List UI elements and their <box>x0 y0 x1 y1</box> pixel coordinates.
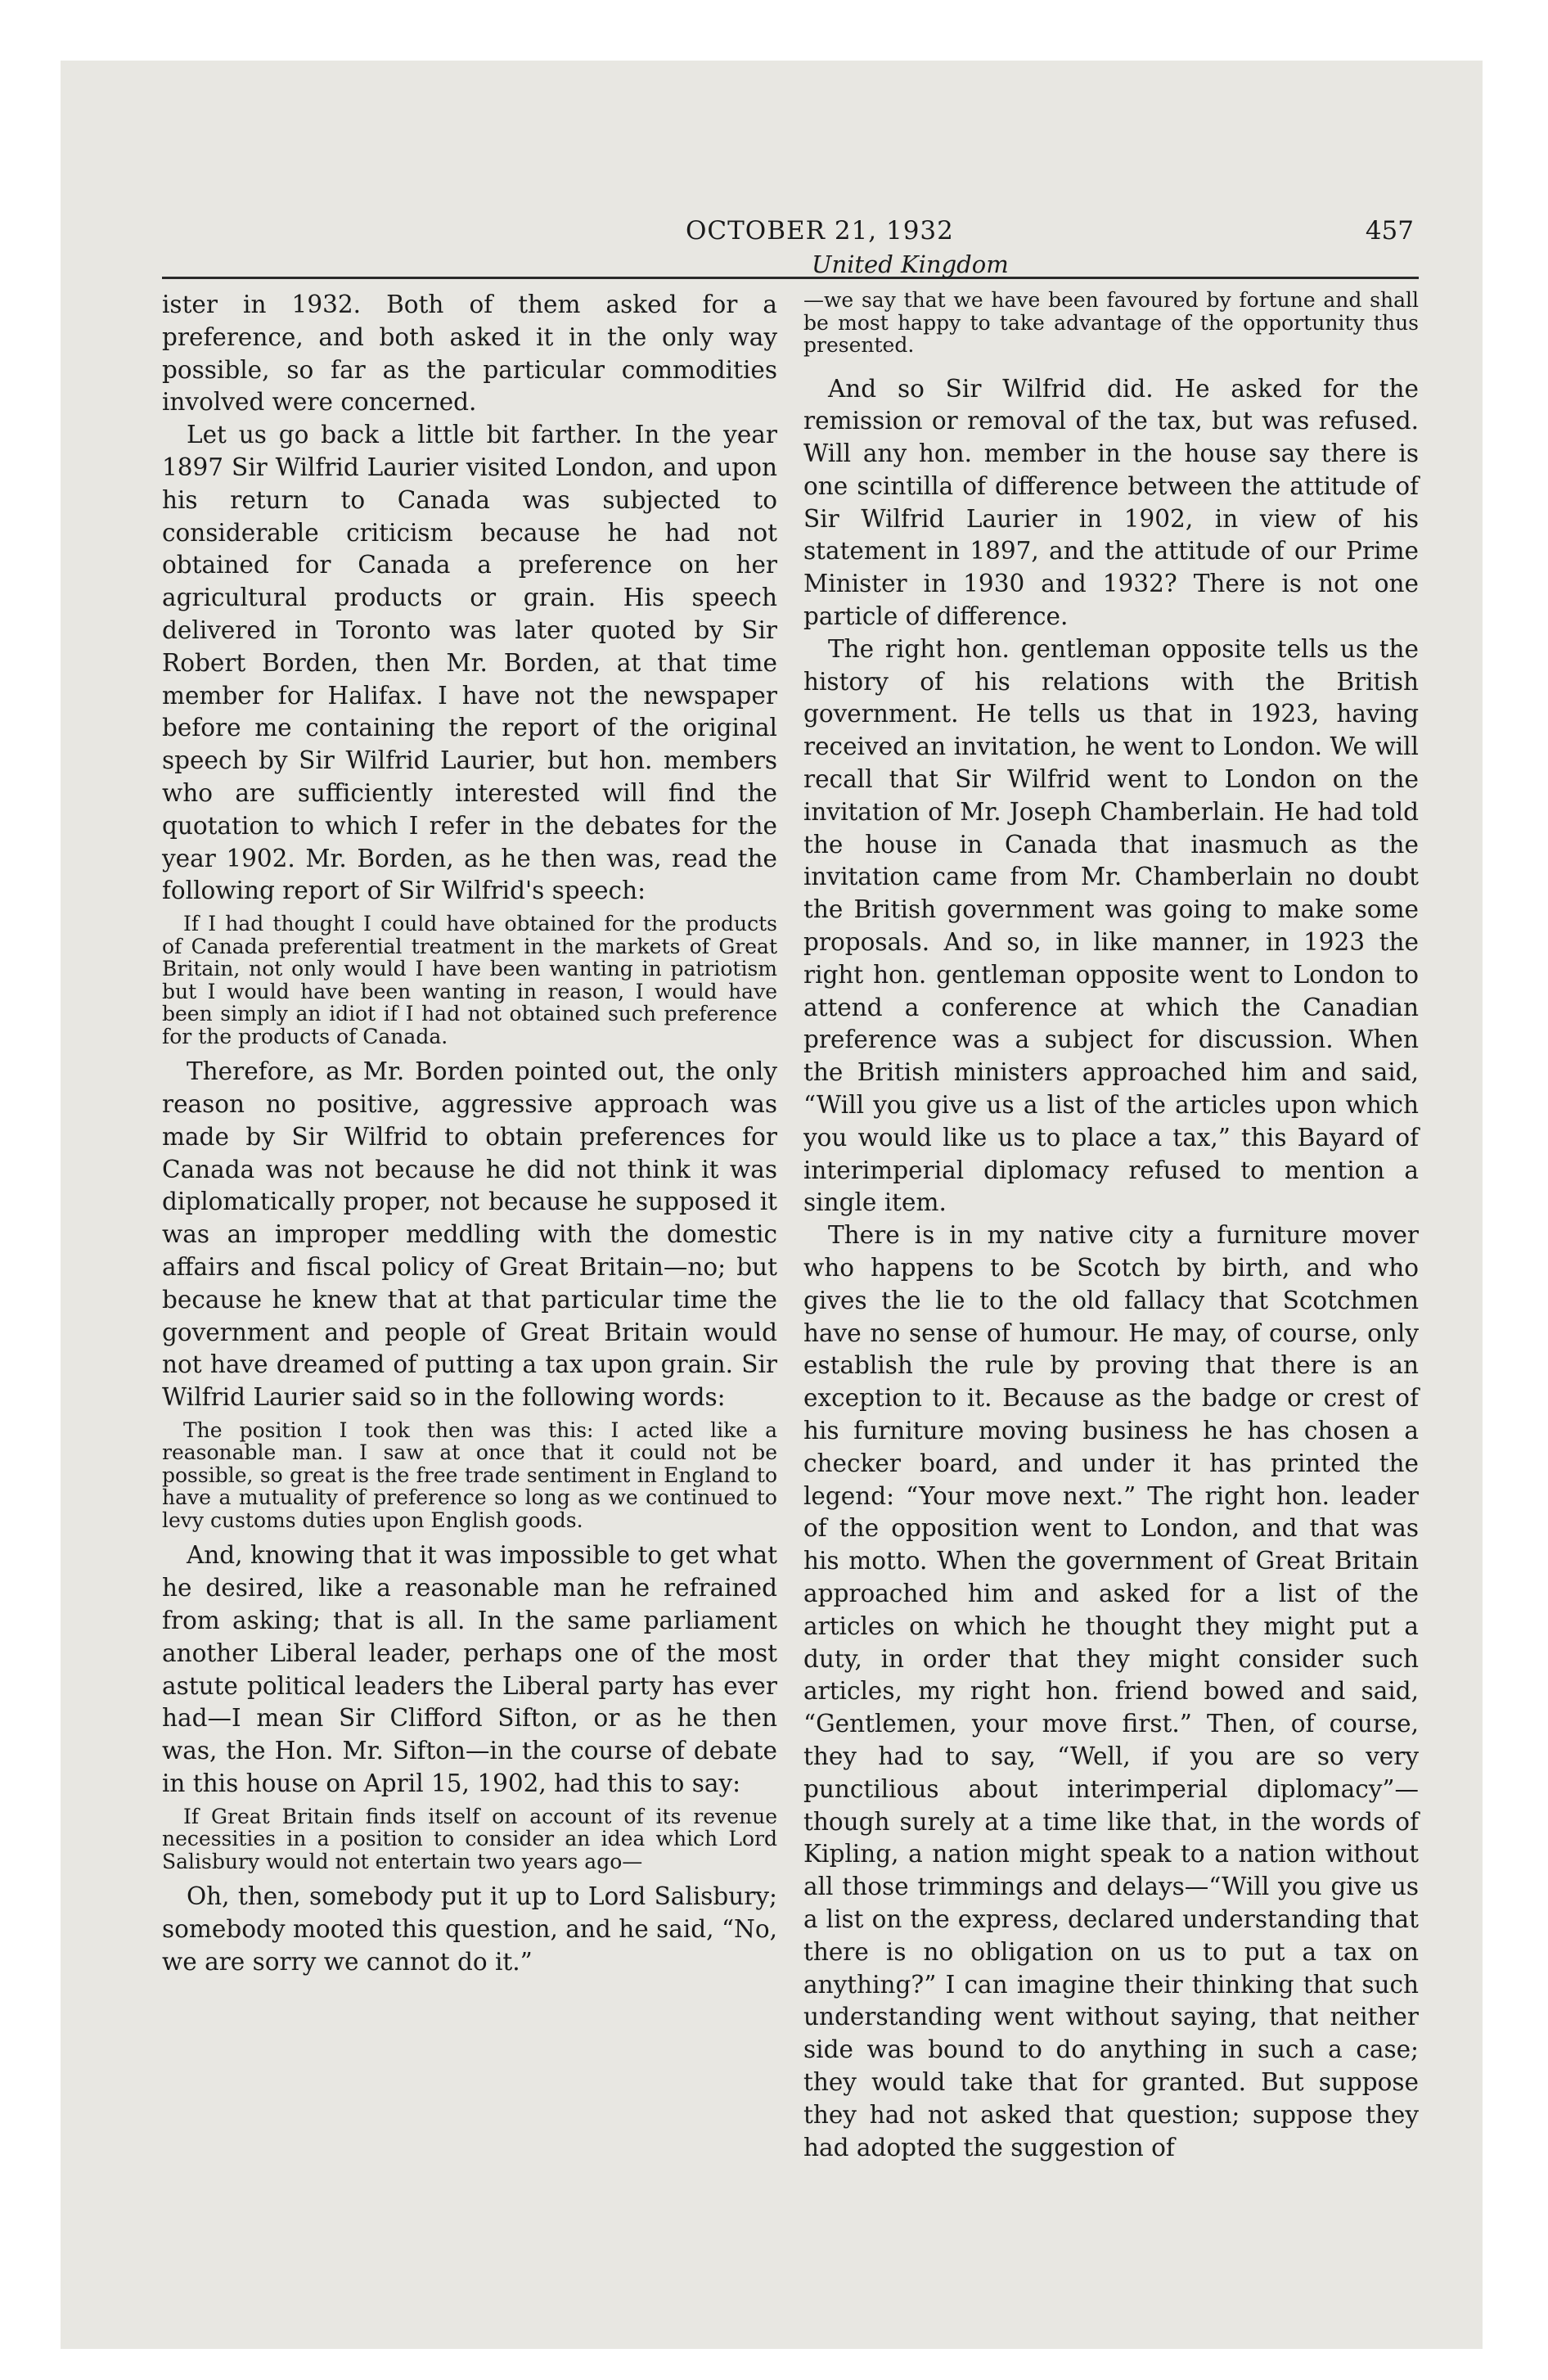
header-country: United Kingdom <box>812 250 1009 278</box>
paragraph: Let us go back a little bit farther. In the year 1897 Sir Wilfrid Laurier visited London, and upon his return to Canada was subjected to considerable criticism because he had not obtained for Canada a preference on her agricultural products or grain. His speech delivered in Toronto was later quoted by Sir Robert Borden, then Mr. Borden, at that time member for Halifax. I have not the newspaper before me containing the report of the original speech by Sir Wilfrid Laurier, but hon. members who are sufficiently interested will find the quotation to which I refer in the debates for the year 1902. Mr. Borden, as he then was, read the following report of Sir Wilfrid's speech: <box>162 421 777 905</box>
right-column <box>803 289 1419 2164</box>
paragraph: And so Sir Wilfrid did. He asked for the remission or removal of the tax, but was refused. Will any hon. member in the house say there is one scintilla of difference between the attitude of Sir Wilfrid Laurier in 1902, in view of his statement in 1897, and the attitude of our Prime Minister in 1930 and 1932? There is not one particle of difference. <box>803 374 1419 631</box>
paragraph: ister in 1932. Both of them asked for a preference, and both asked it in the only way possible, so far as the particular commodities involved were concerned. <box>162 291 777 417</box>
quotation: If I had thought I could have obtained for the products of Canada preferential treatment in the markets of Great Britain, not only would I have been wanting in patriotism but I would have been wanting in reason, I would have been simply an idiot if I had not obtained such preference for the products of Canada. <box>162 912 777 1048</box>
page-scan <box>61 61 1483 2349</box>
page-header <box>162 149 1419 279</box>
page <box>162 149 1419 2164</box>
paragraph: Therefore, as Mr. Borden pointed out, the only reason no positive, aggressive approach was made by Sir Wilfrid to obtain preferences for Canada was not because he did not think it was diplomatically proper, not because he supposed it was an improper meddling with the domestic affairs and fiscal policy of Great Britain—no; but because he knew that at that particular time the government and people of Great Britain would not have dreamed of putting a tax upon grain. Sir Wilfrid Laurier said so in the following words: <box>162 1057 777 1412</box>
page-number: 457 <box>1365 216 1414 246</box>
paragraph: The right hon. gentleman opposite tells us the history of his relations with the British government. He tells us that in 1923, having received an invitation, he went to London. We will recall that Sir Wilfrid went to London on the invitation of Mr. Joseph Chamberlain. He had told the house in Canada that inasmuch as the invitation came from Mr. Chamberlain no doubt the British government was going to make some proposals. And so, in like manner, in 1923 the right hon. gentleman opposite went to London to attend a conference at which the Canadian preference was a subject for discussion. When the British ministers approached him and said, “Will you give us a list of the articles upon which you would like us to place a tax,” this Bayard of interimperial diplomacy refused to mention a single item. <box>803 634 1419 1217</box>
paragraph: Oh, then, somebody put it up to Lord Salisbury; somebody mooted this question, and he said, “No, we are sorry we cannot do it.” <box>162 1882 777 1976</box>
quotation: If Great Britain finds itself on account of its revenue necessities in a position to consider an idea which Lord Salisbury would not entertain two years ago— <box>162 1804 777 1873</box>
text-columns <box>162 289 1419 2164</box>
header-date: OCTOBER 21, 1932 <box>686 216 954 246</box>
quotation: —we say that we have been favoured by fortune and shall be most happy to take advantage of the opportunity thus presented. <box>803 288 1419 357</box>
paragraph: There is in my native city a furniture mover who happens to be Scotch by birth, and who gives the lie to the old fallacy that Scotchmen have no sense of humour. He may, of course, only establish the rule by proving that there is an exception to it. Because as the badge or crest of his furniture moving business he has chosen a checker board, and under it has printed the legend: “Your move next.” The right hon. leader of the opposition went to London, and that was his motto. When the government of Great Britain approached him and asked for a list of the articles on which he thought they might put a duty, in order that they might consider such articles, my right hon. friend bowed and said, “Gentlemen, your move first.” Then, of course, they had to say, “Well, if you are so very punctilious about interimperial diplomacy”—though surely at a time like that, in the words of Kipling, a nation might speak to a nation without all those trimmings and delays—“Will you give us a list on the express, declared understanding that there is no obligation on us to put a tax on anything?” I can imagine their thinking that such understanding went without saying, that neither side was bound to do anything in such a case; they would take that for granted. But suppose they had not asked that question; suppose they had adopted the suggestion of <box>803 1221 1419 2161</box>
quotation: The position I took then was this: I acted like a reasonable man. I saw at once that it could not be possible, so great is the free trade sentiment in England to have a mutuality of preference so long as we continued to levy customs duties upon English goods. <box>162 1418 777 1532</box>
left-column <box>162 289 777 2164</box>
paragraph: And, knowing that it was impossible to get what he desired, like a reasonable man he refrained from asking; that is all. In the same parliament another Liberal leader, perhaps one of the most astute political leaders the Liberal party has ever had—I mean Sir Clifford Sifton, or as he then was, the Hon. Mr. Sifton—in the course of debate in this house on April 15, 1902, had this to say: <box>162 1541 777 1797</box>
